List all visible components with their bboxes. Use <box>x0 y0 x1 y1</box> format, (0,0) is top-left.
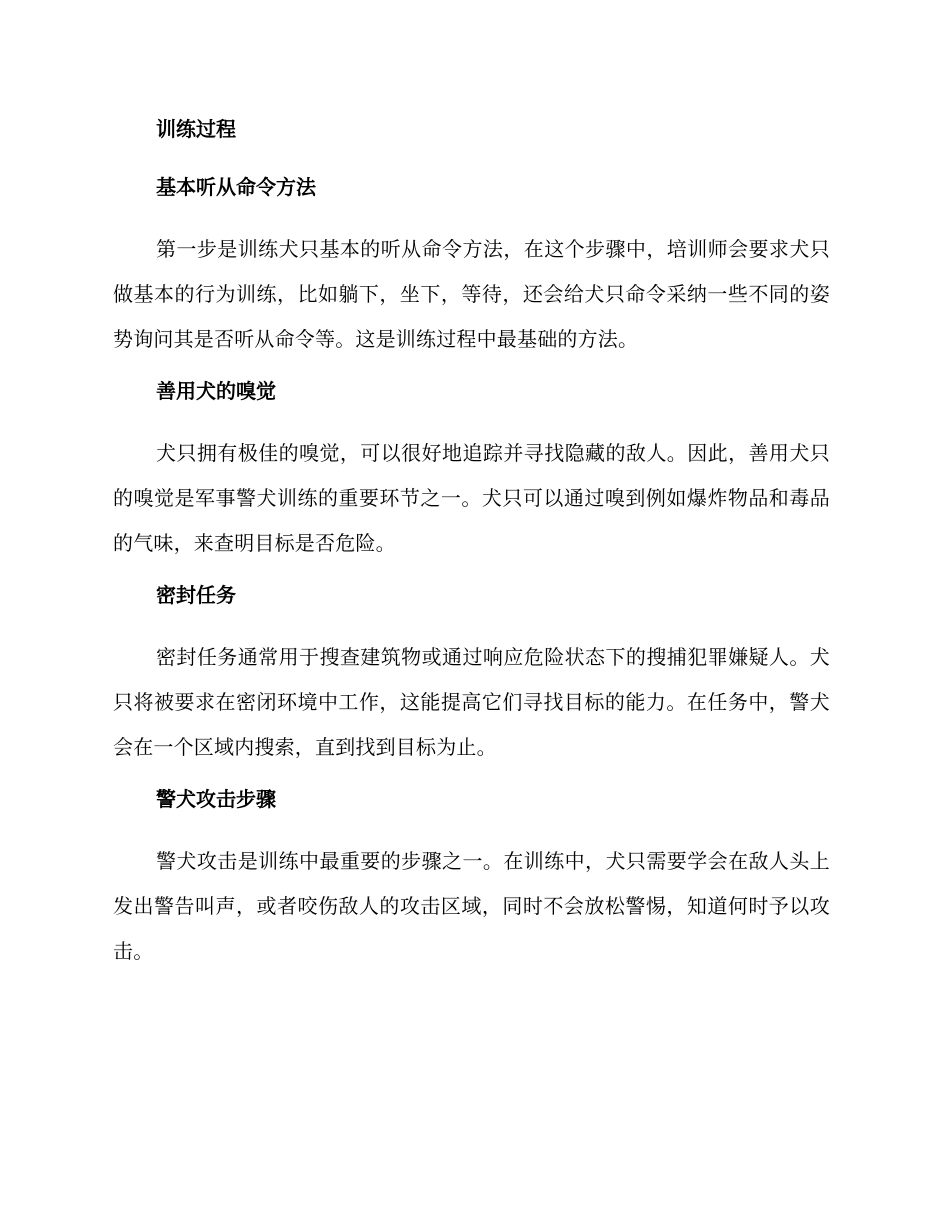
document-title: 训练过程 <box>156 117 236 141</box>
section-sense-of-smell <box>113 374 830 578</box>
section-body: 密封任务通常用于搜查建筑物或通过响应危险状态下的搜捕犯罪嫌疑人。犬只将被要求在密闭环境中工作，这能提高它们寻找目标的能力。在任务中，警犬会在一个区域内搜索，直到找到目标为止。 <box>113 645 830 759</box>
section-sealed-tasks <box>113 578 830 782</box>
section-heading: 密封任务 <box>156 583 236 607</box>
section-heading: 警犬攻击步骤 <box>156 787 276 811</box>
section-body: 警犬攻击是训练中最重要的步骤之一。在训练中，犬只需要学会在敌人头上发出警告叫声，或者咬伤敌人的攻击区域，同时不会放松警惕，知道何时予以攻击。 <box>113 849 830 963</box>
section-body: 犬只拥有极佳的嗅觉，可以很好地追踪并寻找隐藏的敌人。因此，善用犬只的嗅觉是军事警犬训练的重要环节之一。犬只可以通过嗅到例如爆炸物品和毒品的气味，来查明目标是否危险。 <box>113 441 830 555</box>
section-attack-steps <box>113 782 830 974</box>
section-heading: 善用犬的嗅觉 <box>156 379 276 403</box>
section-heading: 基本听从命令方法 <box>156 175 316 199</box>
section-body: 第一步是训练犬只基本的听从命令方法，在这个步骤中，培训师会要求犬只做基本的行为训练，比如躺下，坐下，等待，还会给犬只命令采纳一些不同的姿势询问其是否听从命令等。这是训练过程中最基础的方法。 <box>113 237 830 351</box>
section-basic-commands <box>113 170 830 374</box>
